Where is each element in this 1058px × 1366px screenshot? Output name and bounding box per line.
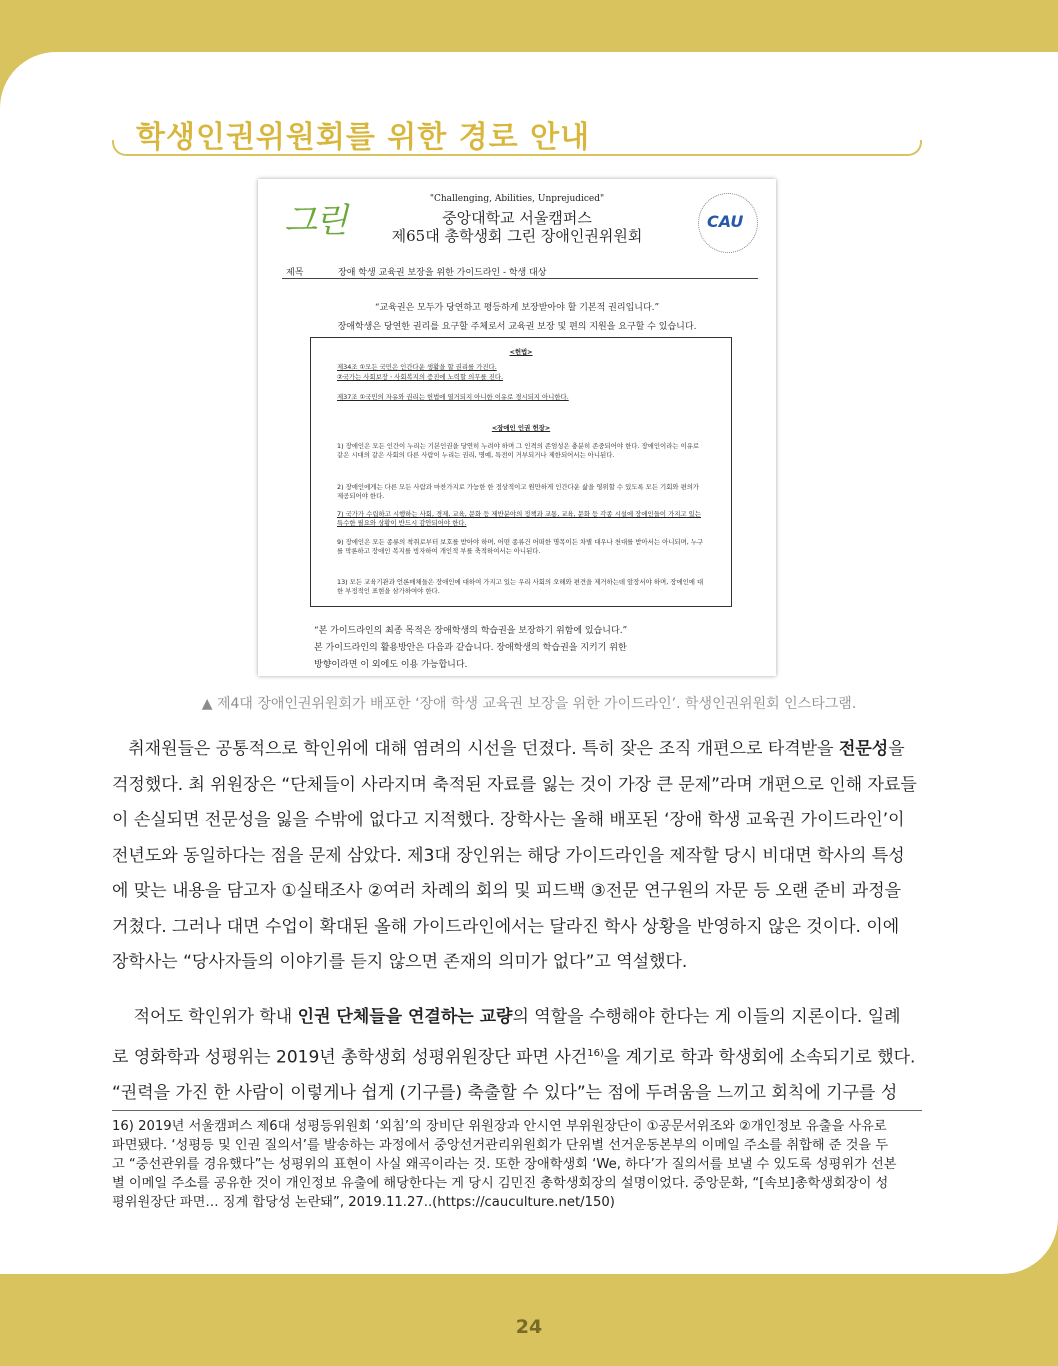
charter-item-2: 2) 장애인에게는 다른 모든 사람과 마찬가지로 가능한 한 정상적이고 원만하게 인간다운 삶을 영위할 수 있도록 모든 기회와 편의가 제공되어야 한다.: [337, 483, 700, 500]
para2-emphasis: 인권 단체들을 연결하는 교량: [297, 1007, 513, 1027]
charter-item-7: 7) 국가가 수립하고 시행하는 사회, 경제, 교육, 문화 등 제반분야의 정책과 교통, 교육, 문화 등 각종 시설에 장애인들이 가지고 있는 특수한 필요와 상황이 반드시 감안되어야 한다.: [337, 510, 701, 527]
para2-line-3: “권력을 가진 한 사람이 이렇게나 쉽게 (기구를) 축출할 수 있다”는 점에 두려움을 느끼고 회칙에 기구를 성: [112, 1082, 898, 1103]
doc-quote-1: “교육권은 모두가 당연하고 평등하게 보장받아야 할 기본적 권리입니다.”: [374, 303, 660, 313]
doc-subject-key: 제목: [286, 268, 304, 278]
footnote-line-5: 평위원장단 파면… 징계 합당성 논란돼”, 2019.11.27..(https://cauculture.net/150): [112, 1195, 615, 1210]
para2-line-1: 적어도 학인위가 학내 인권 단체들을 연결하는 교량의 역할을 수행해야 한다는 게 이들의 지론이다. 일례: [133, 1007, 901, 1027]
image-caption: ▲ 제4대 장애인권위원회가 배포한 ‘장애 학생 교육권 보장을 위한 가이드라인’. 학생인권위원회 인스타그램.: [201, 696, 857, 712]
para1-line-3: 이 손실되면 전문성을 잃을 수밖에 없다고 지적했다. 장학사는 올해 배포된 ‘장애 학생 교육권 가이드라인’이: [112, 810, 905, 830]
charter-item-13: 13) 모든 교육기관과 언론매체들은 장애인에 대하여 가지고 있는 우리 사회의 오해와 편견을 제거하는데 앞장서야 하며, 장애인에 대한 부정적인 표현을 삼가하여야 한다.: [337, 578, 704, 595]
footnote-divider: [112, 1110, 922, 1111]
para1-line-1: 취재원들은 공통적으로 학인위에 대해 염려의 시선을 던졌다. 특히 잦은 조직 개편으로 타격받을 전문성을: [128, 739, 905, 759]
para1-emphasis: 전문성: [838, 739, 889, 759]
cau-logo: [698, 193, 758, 253]
charter-item-9: 9) 장애인은 모든 종류의 착취로부터 보호를 받아야 하며, 어떤 종류건 어떠한 명목이든 차별 대우나 천대를 받아서는 아니되며, 누구를 막론하고 장애인 복지를 빙자하여 개인적 부를 축적하여서는 아니된다.: [337, 538, 704, 555]
law-34b: ②국가는 사회보장ㆍ사회복지의 증진에 노력할 의무를 진다.: [337, 373, 504, 381]
doc-subject-value: 장애 학생 교육권 보장을 위한 가이드라인 - 학생 대상: [338, 268, 547, 278]
footnote: [112, 1117, 922, 1212]
green-logo: 그린: [284, 201, 346, 241]
doc-subject-row: [282, 263, 758, 279]
guideline-document-image: [258, 179, 776, 676]
footnote-ref: 16): [587, 1047, 604, 1059]
doc-end-2: 본 가이드라인의 활용방안은 다음과 같습니다. 장애학생의 학습권을 지키기 위한: [314, 643, 627, 653]
para1-line-6: 거쳤다. 그러나 대면 수업이 확대된 올해 가이드라인에서는 달라진 학사 상황을 반영하지 않은 것이다. 이에: [112, 916, 900, 937]
footnote-line-3: 고 “중선관위를 경유했다”는 성평위의 표현이 사실 왜곡이라는 것. 또한 장애학생회 ‘We, 하다’가 질의서를 보낼 수 있도록 성평위가 선본: [112, 1157, 897, 1172]
doc-end-3: 방향이라면 이 외에도 이용 가능합니다.: [314, 660, 468, 670]
page-title: 학생인권위원회를 위한 경로 안내: [136, 120, 591, 155]
paragraph-2: [112, 1000, 922, 1111]
law-37: 제37조 ①국민의 자유와 권리는 헌법에 열거되지 아니한 이유로 경시되지 아니한다.: [337, 393, 569, 401]
footnote-line-2: 파면됐다. ‘성평등 및 인권 질의서’를 발송하는 과정에서 중앙선거관리위원회가 단위별 선거운동본부의 이메일 주소를 취합해 준 것을 두: [112, 1138, 889, 1153]
law-34a: 제34조 ①모든 국민은 인간다운 생활을 할 권리를 가진다.: [337, 363, 497, 371]
doc-motto: "Challenging, Abilities, Unprejudiced": [429, 194, 605, 204]
footnote-line-1: 16) 2019년 서울캠퍼스 제6대 성평등위원회 ‘외침’의 장비단 위원장과 안시연 부위원장단이 ①공문서위조와 ②개인정보 유출을 사유로: [112, 1119, 887, 1134]
footnote-line-4: 별 이메일 주소를 공유한 것이 개인정보 유출에 해당한다는 게 당시 김민진 총학생회장의 설명이었다. 중앙문화, “[속보]총학생회장이 성: [112, 1176, 889, 1191]
doc-heading-2: 제65대 총학생회 그린 장애인권위원회: [391, 227, 643, 245]
page-number: 24: [515, 1316, 543, 1338]
top-band: [0, 0, 1058, 60]
doc-quote-2: 장애학생은 당연한 권리를 요구할 주체로서 교육권 보장 및 편의 지원을 요구할 수 있습니다.: [337, 322, 697, 332]
charter-title: <장애인 인권 헌장>: [491, 424, 551, 432]
para1-line-7: 장학사는 “당사자들의 이야기를 듣지 않으면 존재의 의미가 없다”고 역설했다.: [112, 952, 688, 972]
doc-heading-1: 중앙대학교 서울캠퍼스: [442, 209, 592, 227]
doc-law-box: [310, 337, 732, 607]
title-underline: [112, 140, 922, 156]
doc-end-1: “본 가이드라인의 최종 목적은 장애학생의 학습권을 보장하기 위함에 있습니다.”: [314, 626, 628, 636]
para2-line-2: 로 영화학과 성평위는 2019년 총학생회 성평위원장단 파면 사건$^{16)}$을 계기로 학과 학생회에 소속되기로 했다.: [112, 1047, 916, 1068]
para1-line-2: 걱정했다. 최 위원장은 “단체들이 사라지며 축적된 자료를 잃는 것이 가장 큰 문제”라며 개편으로 인해 자료들: [112, 774, 917, 795]
charter-item-1: 1) 장애인은 모든 인간이 누리는 기본인권을 당연히 누려야 하며 그 인격의 존엄성은 충분히 존중되어야 한다. 장애인이라는 이유로 같은 시대의 같은 사회의 다른 사람이 누리는 권리, 명예, 특전이 거부되거나 제한되어서는 아니된다.: [337, 442, 700, 459]
cau-logo-text: CAU: [707, 212, 744, 231]
law-title: <헌법>: [509, 348, 533, 356]
para1-line-4: 전년도와 동일하다는 점을 문제 삼았다. 제3대 장인위는 해당 가이드라인을 제작할 당시 비대면 학사의 특성: [112, 845, 905, 866]
para1-line-5: 에 맞는 내용을 담고자 ①실태조사 ②여러 차례의 회의 및 피드백 ③전문 연구원의 자문 등 오랜 준비 과정을: [112, 881, 902, 901]
paragraph-1: [112, 732, 922, 981]
